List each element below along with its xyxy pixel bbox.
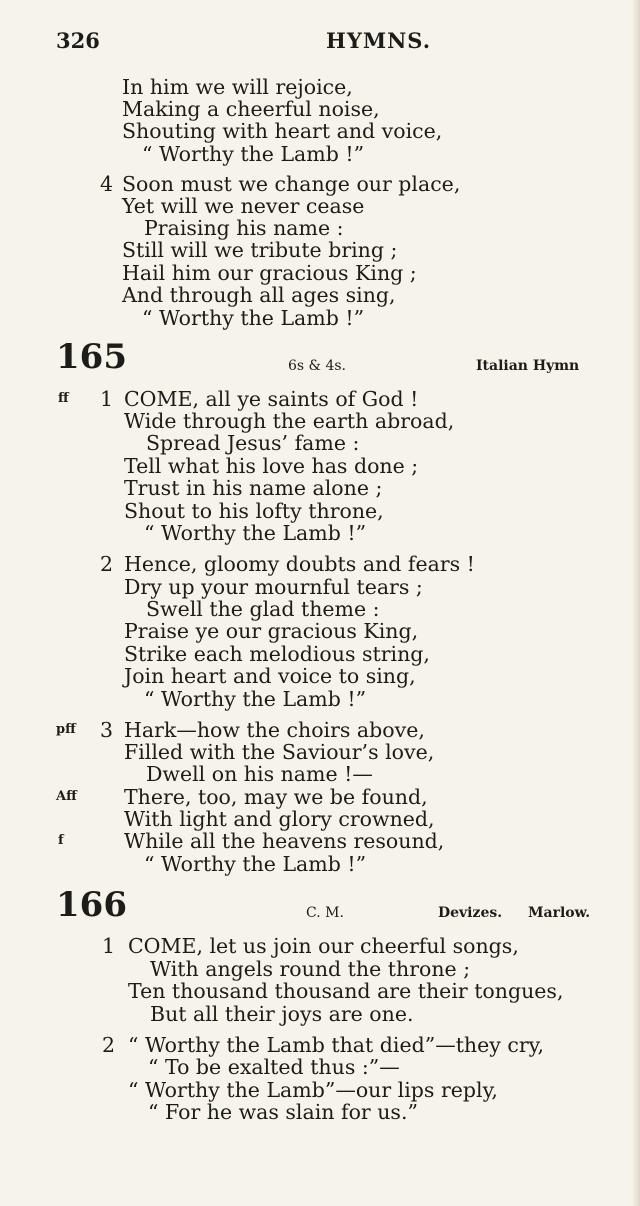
hymn-line: In him we will rejoice, [122, 75, 353, 99]
hymn-line: Hark—how the choirs above, [124, 718, 425, 742]
hymn-line: Swell the glad theme : [146, 597, 380, 621]
hymn-line: Filled with the Saviour’s love, [124, 740, 435, 764]
hymn-line: “ Worthy the Lamb”—our lips reply, [128, 1078, 498, 1102]
verse-number: 2 [100, 552, 114, 576]
hymn-line: Shout to his lofty throne, [124, 499, 384, 523]
hymn-line: “ Worthy the Lamb that died”—they cry, [128, 1033, 545, 1057]
hymn-line: With light and glory crowned, [124, 807, 435, 831]
page-edge-shadow [632, 0, 640, 1206]
page-header [56, 28, 596, 60]
hymn-line: Shouting with heart and voice, [122, 119, 443, 143]
verse-number: 3 [100, 718, 114, 742]
dynamic-mark: Aff [56, 789, 77, 804]
verse-number: 1 [100, 387, 114, 411]
hymn-line: Dry up your mournful tears ; [124, 575, 423, 599]
hymn-line: Praise ye our gracious King, [124, 619, 419, 643]
running-title: HYMNS. [326, 28, 432, 53]
tune-name: Marlow. [528, 905, 591, 921]
tune-name: Devizes. [438, 905, 503, 921]
hymn-line: Spread Jesus’ fame : [146, 431, 360, 455]
hymn-number: 165 [56, 337, 127, 377]
meter-label: 6s & 4s. [288, 358, 346, 374]
hymn-line: Tell what his love has done ; [124, 454, 419, 478]
hymn-line: Yet will we never cease [122, 194, 365, 218]
dynamic-mark: ff [58, 391, 69, 406]
page-number: 326 [56, 28, 100, 53]
hymn-line: With angels round the throne ; [150, 957, 471, 981]
hymn-number: 166 [56, 885, 127, 925]
hymn-line: There, too, may we be found, [124, 785, 428, 809]
verse-number: 1 [102, 934, 116, 958]
hymn-line: Wide through the earth abroad, [124, 409, 455, 433]
hymn-line: Strike each melodious string, [124, 642, 430, 666]
hymn-line: Praising his name : [144, 216, 344, 240]
hymn-line: COME, all ye saints of God ! [124, 387, 419, 411]
tune-name: Italian Hymn [476, 358, 580, 374]
hymn-line: Ten thousand thousand are their tongues, [128, 979, 564, 1003]
hymn-line: Hail him our gracious King ; [122, 261, 417, 285]
hymn-line: And through all ages sing, [122, 283, 396, 307]
hymn-line: But all their joys are one. [150, 1002, 414, 1026]
meter-label: C. M. [306, 905, 344, 921]
hymn-line: Still will we tribute bring ; [122, 238, 398, 262]
dynamic-mark: pff [56, 722, 76, 737]
hymn-line: Soon must we change our place, [122, 172, 461, 196]
hymn-line: “ Worthy the Lamb !” [144, 687, 367, 711]
hymn-line: “ To be exalted thus :”— [148, 1055, 400, 1079]
hymn-line: Dwell on his name !— [146, 762, 373, 786]
hymn-line: “ Worthy the Lamb !” [142, 142, 365, 166]
hymn-line: While all the heavens resound, [124, 829, 445, 853]
hymn-line: “ For he was slain for us.” [148, 1100, 418, 1124]
hymn-line: “ Worthy the Lamb !” [142, 306, 365, 330]
dynamic-mark: f [58, 833, 64, 848]
hymn-line: Hence, gloomy doubts and fears ! [124, 552, 475, 576]
verse-number: 4 [100, 172, 114, 196]
verse-number: 2 [102, 1033, 116, 1057]
hymn-line: Trust in his name alone ; [124, 476, 383, 500]
hymn-line: Join heart and voice to sing, [124, 664, 416, 688]
hymn-line: Making a cheerful noise, [122, 97, 380, 121]
hymn-line: “ Worthy the Lamb !” [144, 852, 367, 876]
hymn-line: COME, let us join our cheerful songs, [128, 934, 519, 958]
hymn-line: “ Worthy the Lamb !” [144, 521, 367, 545]
